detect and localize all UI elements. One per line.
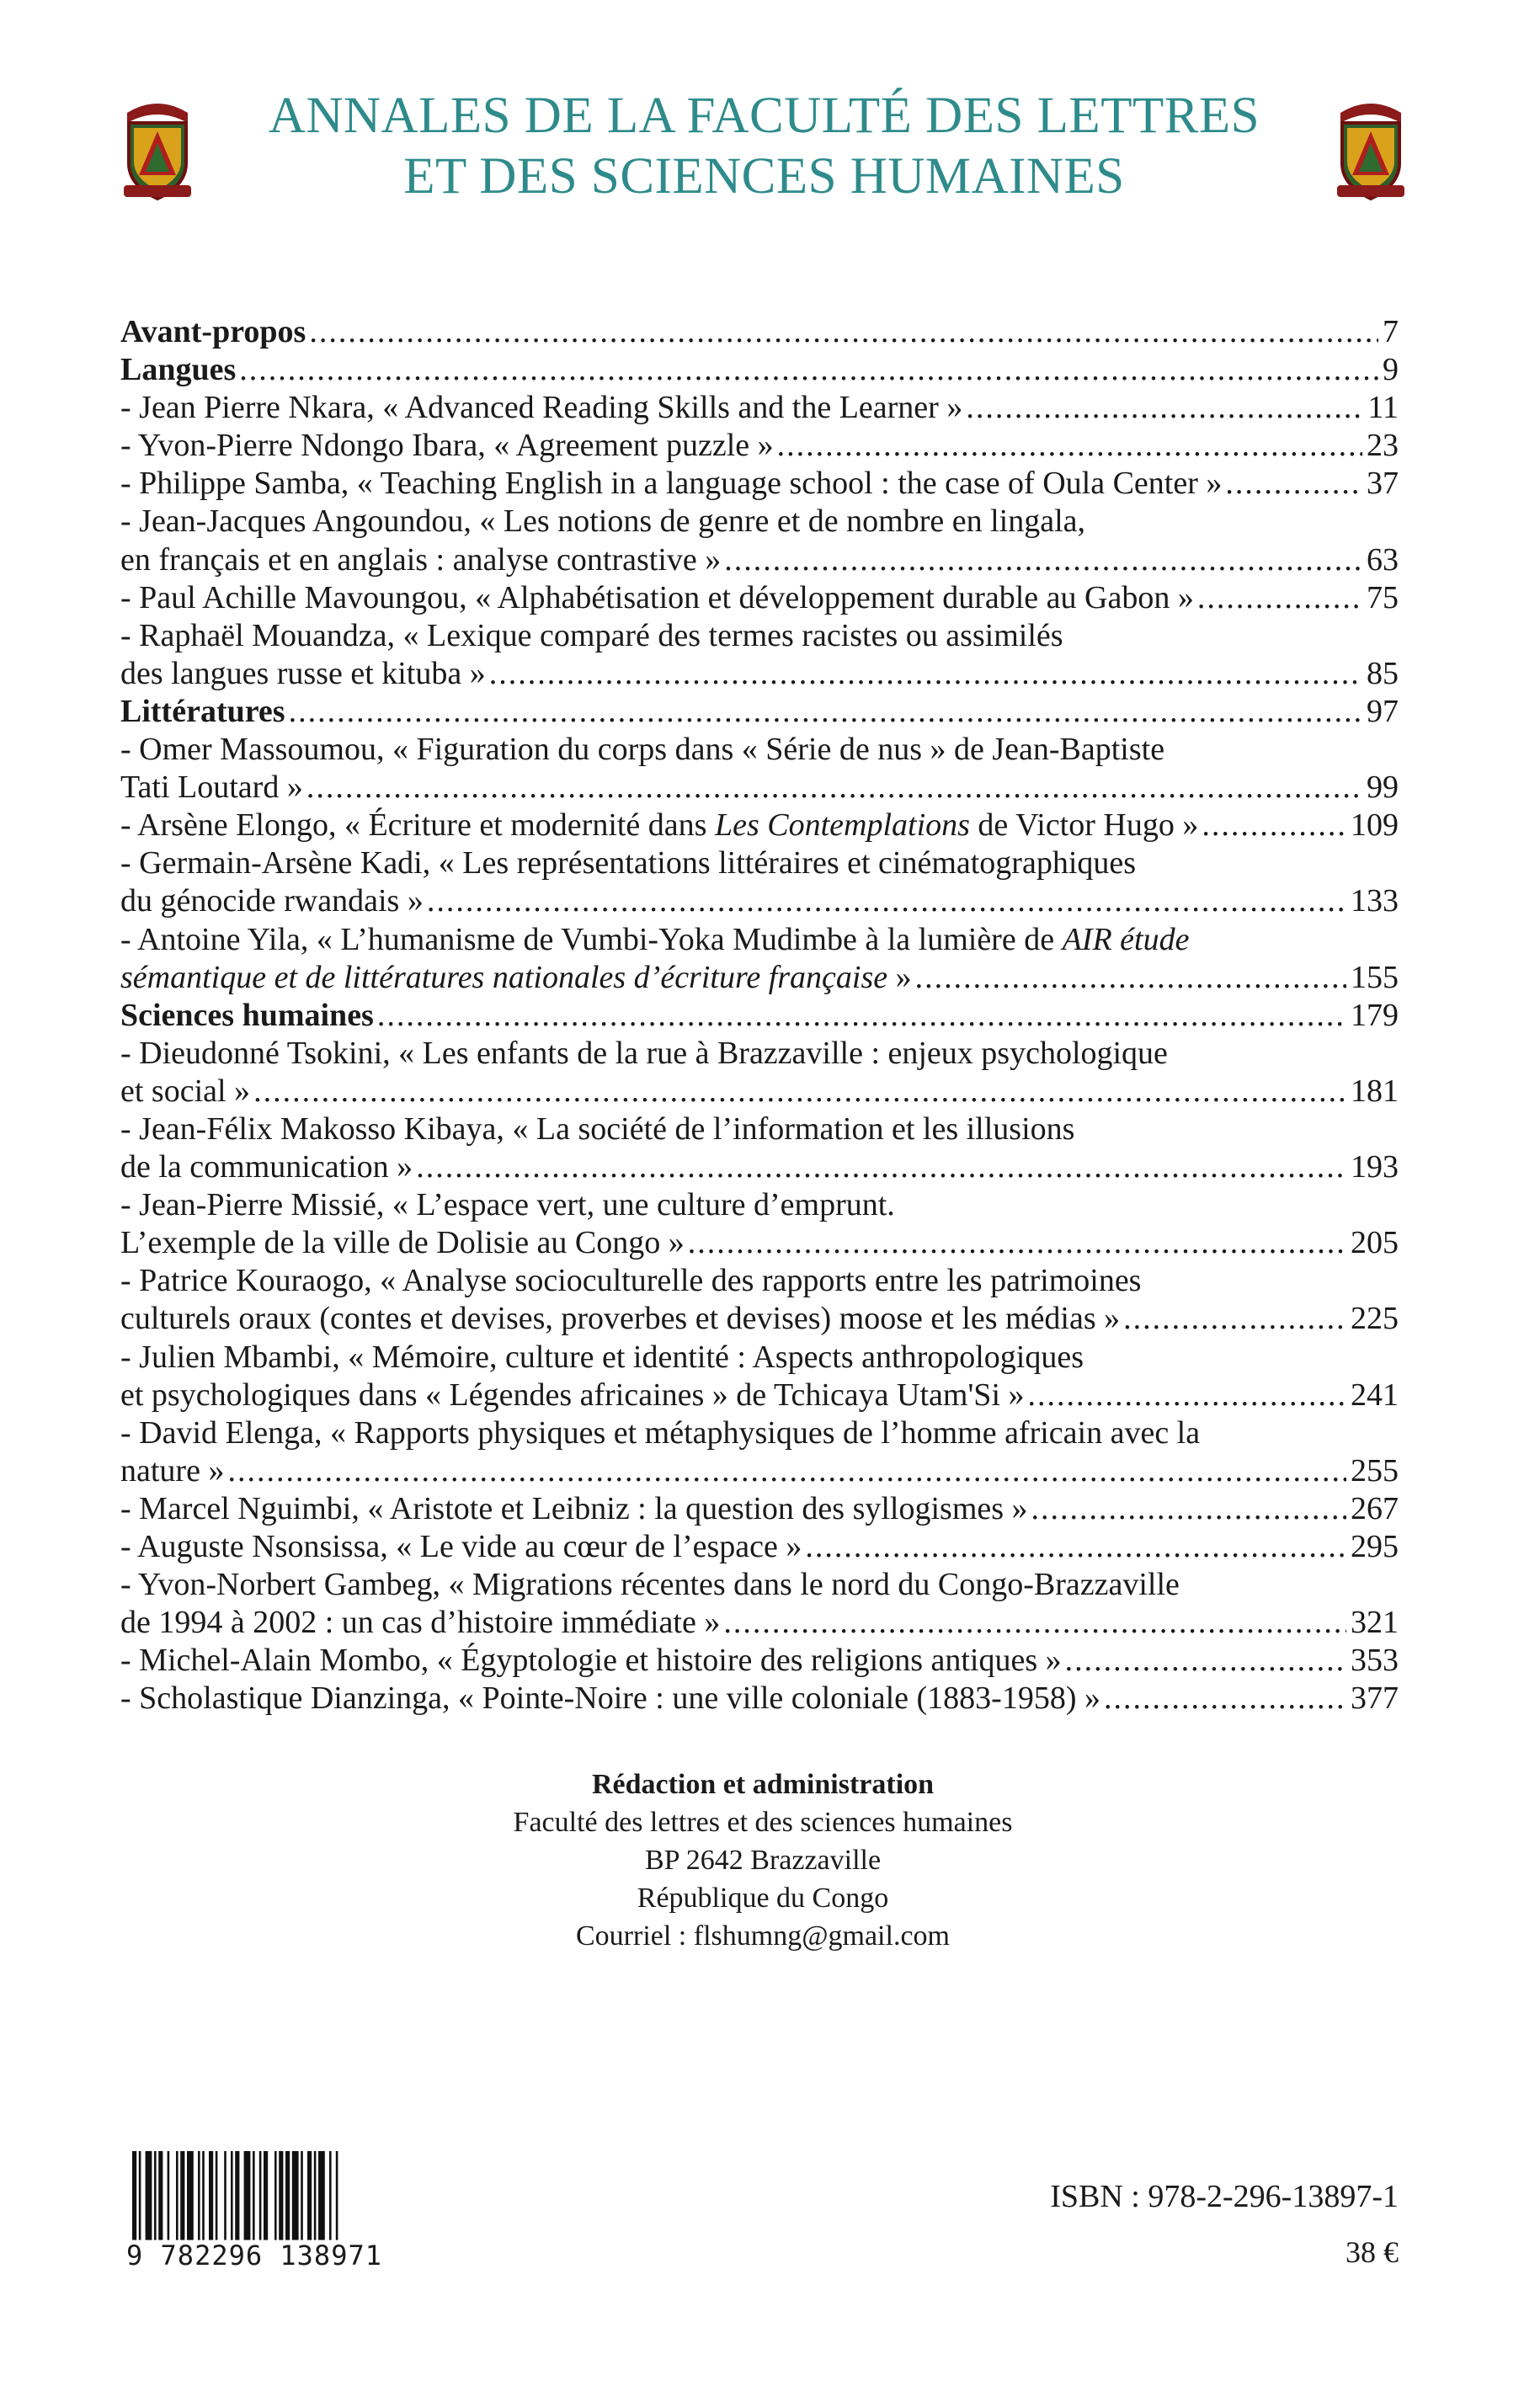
page-number: 9 bbox=[1383, 352, 1399, 388]
barcode-bar bbox=[318, 2151, 325, 2240]
entry-text: - Philippe Samba, « Teaching English in a language school : the case of Oula Center » bbox=[120, 466, 1223, 502]
entry-text: culturels oraux (contes et devises, proverbes et devises) moose et les médias » bbox=[120, 1301, 1121, 1337]
toc-entry bbox=[120, 1604, 1399, 1642]
toc-entry bbox=[120, 769, 1399, 807]
page-number: 85 bbox=[1367, 655, 1399, 691]
page-number: 7 bbox=[1383, 314, 1399, 349]
entry-text: - Omer Massoumou, « Figuration du corps dans « Série de nus » de Jean-Baptiste bbox=[120, 732, 1165, 768]
entry-text-part: de Victor Hugo » bbox=[969, 807, 1199, 844]
address-line: République du Congo bbox=[637, 1883, 889, 1914]
barcode-bar bbox=[209, 2151, 213, 2240]
page-number: 193 bbox=[1351, 1149, 1399, 1185]
toc-entry bbox=[120, 1452, 1399, 1490]
editorial-address bbox=[342, 1766, 1184, 1955]
address-line: BP 2642 Brazzaville bbox=[644, 1845, 882, 1876]
barcode-bar bbox=[279, 2151, 283, 2240]
entry-text: - Raphaël Mouandza, « Lexique comparé des termes racistes ou assimilés bbox=[120, 617, 1063, 653]
address-heading: Rédaction et administration bbox=[591, 1769, 935, 1800]
entry-text: - Jean Pierre Nkara, « Advanced Reading Skills and the Learner » bbox=[120, 390, 963, 426]
barcode-bar bbox=[187, 2151, 194, 2240]
page-number: 23 bbox=[1367, 428, 1399, 464]
entry-text: - Michel-Alain Mombo, « Égyptologie et histoire des religions antiques » bbox=[120, 1643, 1062, 1679]
entry-text: - Jean-Jacques Angoundou, « Les notions de genre et de nombre en lingala, bbox=[120, 503, 1086, 540]
entry-text: - Paul Achille Mavoungou, « Alphabétisation et développement durable au Gabon » bbox=[120, 579, 1194, 615]
section-title: Sciences humaines bbox=[120, 997, 374, 1033]
barcode-bar bbox=[216, 2151, 218, 2240]
barcode-bar bbox=[264, 2151, 268, 2240]
page-number: 37 bbox=[1367, 466, 1399, 502]
page-number: 181 bbox=[1351, 1073, 1399, 1109]
entry-text bbox=[120, 921, 1399, 959]
toc-entry bbox=[120, 1224, 1399, 1262]
section-title: Langues bbox=[120, 352, 237, 388]
barcode-bar bbox=[235, 2151, 239, 2240]
barcode-bar bbox=[301, 2151, 303, 2240]
barcode-bar bbox=[274, 2151, 277, 2240]
work-title: Les Contemplations bbox=[714, 807, 970, 844]
entry-text: - Auguste Nsonsissa, « Le vide au cœur de l’espace » bbox=[120, 1529, 802, 1564]
barcode-bar bbox=[307, 2151, 312, 2240]
entry-text: - Marcel Nguimbi, « Aristote et Leibniz : la question des syllogismes » bbox=[120, 1490, 1028, 1526]
work-title: AIR étude bbox=[1062, 921, 1190, 957]
toc-entry bbox=[120, 1148, 1399, 1186]
toc-entry bbox=[120, 959, 1399, 997]
work-title: sémantique et de littératures nationales d’écriture française bbox=[120, 959, 888, 995]
barcode-bar bbox=[292, 2151, 299, 2240]
toc-entry bbox=[120, 807, 1399, 844]
entry-text: du génocide rwandais » bbox=[120, 883, 424, 919]
entry-text: - Jean-Félix Makosso Kibaya, « La société de l’information et les illusions bbox=[120, 1110, 1075, 1147]
page-number: 11 bbox=[1367, 390, 1399, 426]
entry-text: nature » bbox=[120, 1452, 225, 1489]
entry-text: - Scholastique Dianzinga, « Pointe-Noire : une ville coloniale (1883-1958) » bbox=[120, 1680, 1100, 1717]
entry-text: L’exemple de la ville de Dolisie au Congo » bbox=[120, 1225, 685, 1261]
entry-text: Tati Loutard » bbox=[120, 770, 303, 806]
barcode-bar bbox=[146, 2151, 152, 2240]
page-number: 99 bbox=[1367, 770, 1399, 806]
page-number: 241 bbox=[1351, 1377, 1399, 1413]
barcode-bar bbox=[168, 2151, 170, 2240]
page-number: 267 bbox=[1351, 1490, 1399, 1526]
entry-text: - Julien Mbambi, « Mémoire, culture et identité : Aspects anthropologiques bbox=[120, 1339, 1084, 1375]
barcode-bar bbox=[158, 2151, 163, 2240]
title-line-2: ET DES SCIENCES HUMAINES bbox=[403, 148, 1125, 205]
entry-text: en français et en anglais : analyse contrastive » bbox=[120, 541, 722, 578]
entry-text bbox=[120, 807, 1198, 844]
toc-section-avant-propos bbox=[120, 313, 1399, 351]
entry-text: - Yvon-Norbert Gambeg, « Migrations récentes dans le nord du Congo-Brazzaville bbox=[120, 1567, 1180, 1603]
entry-text-part: » bbox=[887, 959, 912, 995]
page-number: 109 bbox=[1351, 807, 1399, 844]
university-crest-icon bbox=[120, 94, 194, 205]
toc-entry bbox=[120, 427, 1399, 465]
address-line: Faculté des lettres et des sciences humaines bbox=[513, 1807, 1013, 1838]
isbn-label: ISBN : 978-2-296-13897-1 bbox=[1050, 2179, 1399, 2214]
toc-section-sciences-humaines bbox=[120, 997, 1399, 1035]
section-title: Avant-propos bbox=[120, 314, 306, 349]
barcode-bar bbox=[132, 2151, 136, 2240]
barcode-bar bbox=[198, 2151, 200, 2240]
barcode-bar bbox=[244, 2151, 251, 2240]
page-number: 133 bbox=[1351, 883, 1399, 919]
entry-text: - David Elenga, « Rapports physiques et métaphysiques de l’homme africain avec la bbox=[120, 1414, 1201, 1451]
entry-text: - Dieudonné Tsokini, « Les enfants de la rue à Brazzaville : enjeux psychologique bbox=[120, 1035, 1168, 1071]
page-number: 205 bbox=[1351, 1225, 1399, 1261]
barcode-bar bbox=[154, 2151, 157, 2240]
page-number: 353 bbox=[1351, 1643, 1399, 1679]
page-number: 255 bbox=[1351, 1452, 1399, 1489]
barcode-bar bbox=[202, 2151, 205, 2240]
toc-entry bbox=[120, 1680, 1399, 1718]
entry-text: - Germain-Arsène Kadi, « Les représentations littéraires et cinématographiques bbox=[120, 845, 1137, 881]
barcode-bar bbox=[314, 2151, 317, 2240]
barcode-bar bbox=[224, 2151, 226, 2240]
journal-title bbox=[194, 86, 1335, 207]
toc-section-litteratures bbox=[120, 693, 1399, 731]
entry-text: - Patrice Kouraogo, « Analyse socioculturelle des rapports entre les patrimoines bbox=[120, 1263, 1142, 1299]
toc-entry bbox=[120, 465, 1399, 503]
barcode-bar bbox=[285, 2151, 290, 2240]
page-number: 155 bbox=[1351, 959, 1399, 995]
entry-text: de 1994 à 2002 : un cas d’histoire immédiate » bbox=[120, 1605, 721, 1641]
entry-text: - Jean-Pierre Missié, « L’espace vert, une culture d’emprunt. bbox=[120, 1187, 895, 1223]
entry-text-part: - Antoine Yila, « L’humanisme de Vumbi-Yoka Mudimbe à la lumière de bbox=[120, 921, 1063, 957]
entry-text: et psychologiques dans « Légendes africaines » de Tchicaya Utam'Si » bbox=[120, 1377, 1025, 1413]
barcode-bar bbox=[180, 2151, 184, 2240]
toc-entry bbox=[120, 1642, 1399, 1680]
barcode-bar bbox=[231, 2151, 233, 2240]
barcode-digits: 9 782296 138971 bbox=[126, 2240, 382, 2271]
page-number: 377 bbox=[1351, 1680, 1399, 1717]
page-number: 321 bbox=[1351, 1605, 1399, 1641]
price-label: 38 € bbox=[1346, 2235, 1399, 2269]
barcode-bar bbox=[176, 2151, 179, 2240]
section-title: Littératures bbox=[120, 693, 285, 729]
toc-entry bbox=[120, 655, 1399, 693]
page-number: 75 bbox=[1367, 579, 1399, 615]
entry-text: de la communication » bbox=[120, 1149, 413, 1185]
toc-entry bbox=[120, 1073, 1399, 1110]
entry-text-part: - Arsène Elongo, « Écriture et modernité dans bbox=[120, 807, 715, 844]
page-number: 179 bbox=[1351, 997, 1399, 1033]
email-line: Courriel : flshumng@gmail.com bbox=[576, 1920, 950, 1952]
table-of-contents bbox=[120, 313, 1399, 1718]
toc-entry bbox=[120, 389, 1399, 427]
title-line-1: ANNALES DE LA FACULTÉ DES LETTRES bbox=[268, 88, 1260, 144]
page-number: 295 bbox=[1351, 1529, 1399, 1564]
barcode-bar bbox=[253, 2151, 255, 2240]
entry-text: - Yvon-Pierre Ndongo Ibara, « Agreement puzzle » bbox=[120, 428, 774, 464]
toc-entry bbox=[120, 541, 1399, 579]
toc-entry bbox=[120, 1377, 1399, 1414]
page-number: 63 bbox=[1367, 541, 1399, 578]
barcode-bar bbox=[259, 2151, 262, 2240]
page-number: 225 bbox=[1351, 1301, 1399, 1337]
barcode-bar bbox=[329, 2151, 332, 2240]
toc-entry bbox=[120, 1528, 1399, 1566]
barcode-bar bbox=[336, 2151, 338, 2240]
entry-text: et social » bbox=[120, 1073, 251, 1109]
toc-entry bbox=[120, 1300, 1399, 1338]
toc-entry bbox=[120, 882, 1399, 920]
university-crest-icon bbox=[1334, 94, 1408, 205]
toc-entry bbox=[120, 579, 1399, 617]
toc-entry bbox=[120, 1490, 1399, 1528]
entry-text: des langues russe et kituba » bbox=[120, 655, 486, 691]
barcode-bar bbox=[139, 2151, 141, 2240]
entry-text bbox=[120, 959, 912, 997]
page-number: 97 bbox=[1367, 693, 1399, 729]
toc-section-langues bbox=[120, 351, 1399, 389]
